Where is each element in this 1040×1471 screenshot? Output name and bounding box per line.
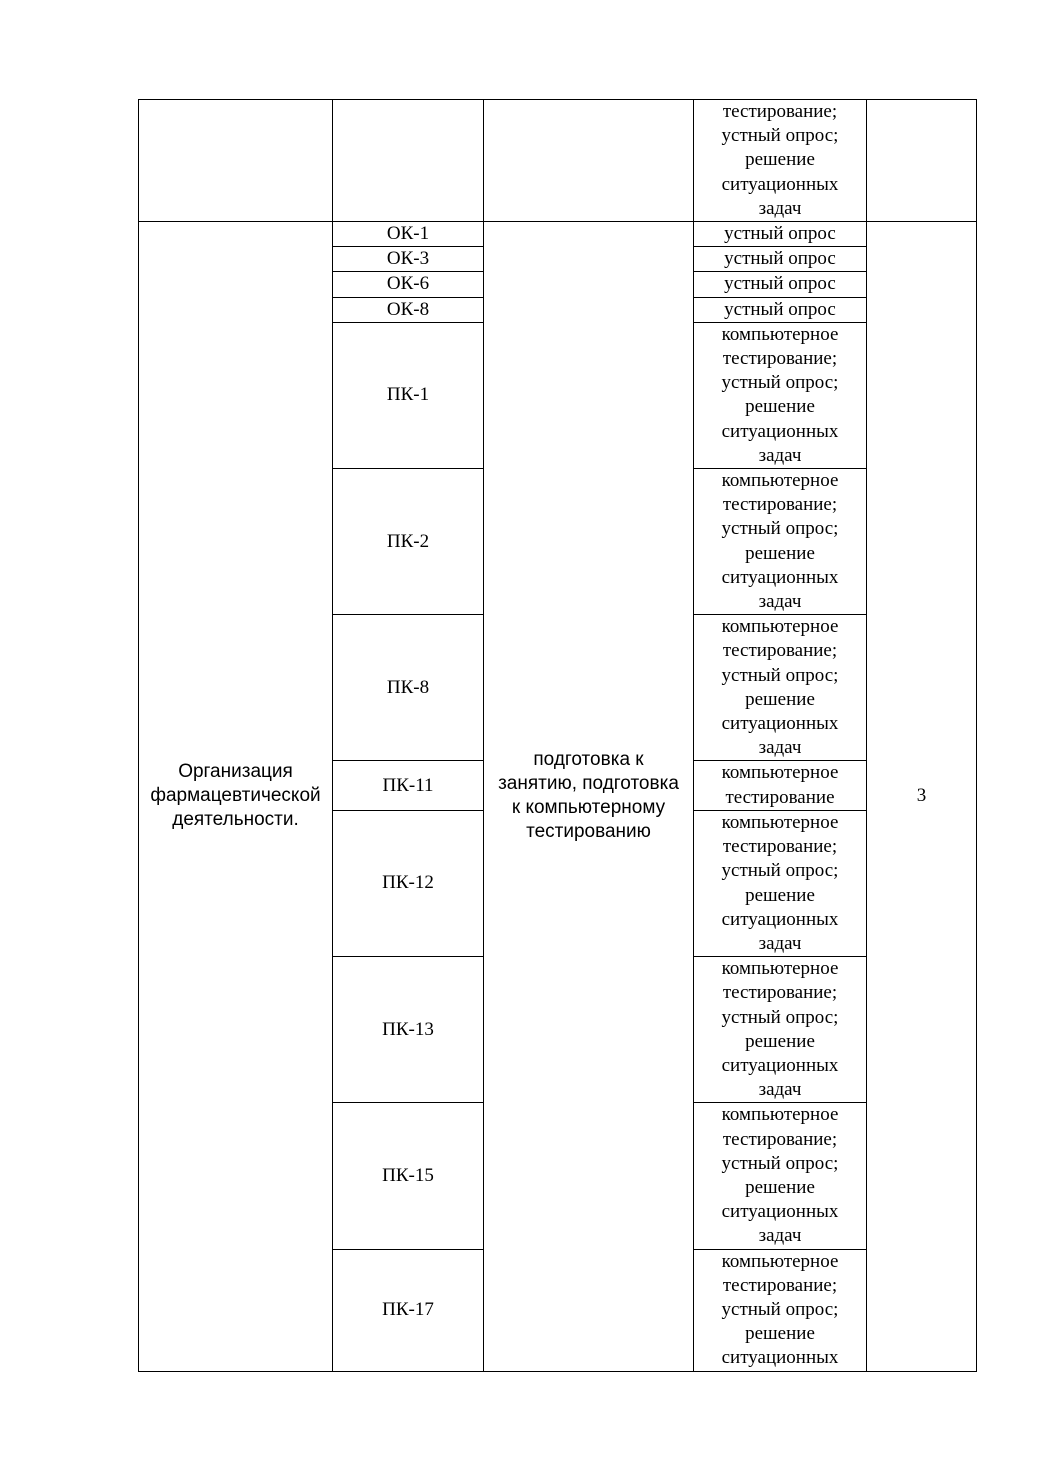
control-form: компьютерное тестирование; устный опрос; решение ситуационных задач xyxy=(694,615,867,761)
competency-code: ПК-8 xyxy=(333,615,484,761)
competency-code: ПК-13 xyxy=(333,957,484,1103)
control-form: устный опрос xyxy=(694,222,867,247)
control-form: устный опрос xyxy=(694,247,867,272)
competency-code: ОК-8 xyxy=(333,297,484,322)
competency-table xyxy=(138,99,977,1372)
control-form: компьютерное тестирование; устный опрос; решение ситуационных задач xyxy=(694,322,867,468)
section-cell-empty xyxy=(139,100,333,222)
section-name-cell: Организация фармацевтической деятельности. xyxy=(139,222,333,1372)
control-form: компьютерное тестирование; устный опрос; решение ситуационных задач xyxy=(694,469,867,615)
competency-code: ОК-6 xyxy=(333,272,484,297)
control-form: устный опрос xyxy=(694,272,867,297)
control-form: компьютерное тестирование; устный опрос; решение ситуационных задач xyxy=(694,1103,867,1249)
work-type-cell: подготовка к занятию, подготовка к компьютерному тестированию xyxy=(484,222,694,1372)
code-cell-empty xyxy=(333,100,484,222)
hours-cell-empty xyxy=(867,100,977,222)
control-form: компьютерное тестирование; устный опрос; решение ситуационных xyxy=(694,1249,867,1371)
competency-code: ПК-12 xyxy=(333,810,484,956)
competency-code: ОК-1 xyxy=(333,222,484,247)
competency-code: ПК-17 xyxy=(333,1249,484,1371)
forms-cell: тестирование; устный опрос; решение ситуационных задач xyxy=(694,100,867,222)
work-cell-empty xyxy=(484,100,694,222)
control-form: компьютерное тестирование xyxy=(694,761,867,810)
hours-cell: 3 xyxy=(867,222,977,1372)
table-row-continued xyxy=(139,100,977,222)
competency-code: ПК-1 xyxy=(333,322,484,468)
competency-code: ПК-2 xyxy=(333,469,484,615)
table-row xyxy=(139,222,977,247)
control-form: компьютерное тестирование; устный опрос; решение ситуационных задач xyxy=(694,957,867,1103)
competency-code: ПК-11 xyxy=(333,761,484,810)
competency-code: ПК-15 xyxy=(333,1103,484,1249)
control-form: компьютерное тестирование; устный опрос; решение ситуационных задач xyxy=(694,810,867,956)
competency-code: ОК-3 xyxy=(333,247,484,272)
control-form: устный опрос xyxy=(694,297,867,322)
